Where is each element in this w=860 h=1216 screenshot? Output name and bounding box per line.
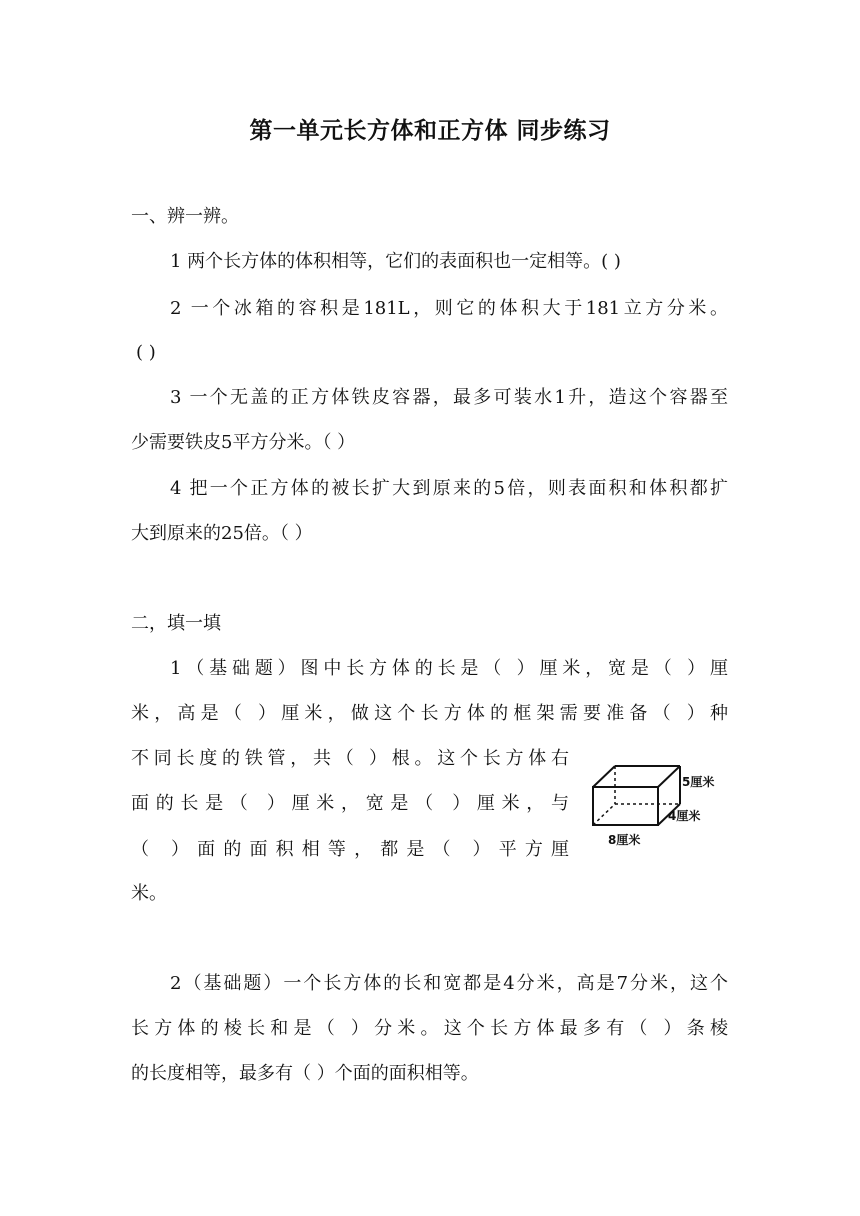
question-1-4-cont: 大到原来的25倍。（ ） <box>131 523 313 544</box>
question-2-1-line-4: 面的长是（ ）厘米，宽是（ ）厘米，与 <box>131 793 569 814</box>
question-2-1-line-5: （ ）面的面积相等，都是（ ）平方厘 <box>131 839 569 860</box>
question-1-3: 3 一个无盖的正方体铁皮容器，最多可装水1升，造这个容器至 <box>170 387 728 408</box>
cuboid-figure <box>586 760 736 856</box>
question-1-2: 2 一个冰箱的容积是181L，则它的体积大于181立方分米。 <box>170 298 728 319</box>
question-2-1-line-3: 不同长度的铁管，共（ ）根。这个长方体右 <box>131 748 569 769</box>
question-2-2-line-3: 的长度相等，最多有（ ）个面的面积相等。 <box>131 1063 479 1084</box>
width-label: 4厘米 <box>668 809 701 823</box>
question-2-2-line-2: 长方体的棱长和是（ ）分米。这个长方体最多有（ ）条棱 <box>131 1018 728 1039</box>
section-2-heading: 二，填一填 <box>131 613 221 634</box>
length-label: 8厘米 <box>608 833 641 847</box>
cuboid-diagram <box>586 760 736 856</box>
question-2-1-line-6: 米。 <box>131 883 167 904</box>
section-1-heading: 一、辨一辨。 <box>131 206 239 227</box>
question-2-2-line-1: 2（基础题）一个长方体的长和宽都是4分米，高是7分米，这个 <box>170 973 728 994</box>
question-1-4: 4 把一个正方体的被长扩大到原来的5倍，则表面积和体积都扩 <box>170 478 728 499</box>
question-1-3-cont: 少需要铁皮5平方分米。（ ） <box>131 432 356 453</box>
question-1-1: 1 两个长方体的体积相等，它们的表面积也一定相等。( ) <box>170 251 621 272</box>
question-1-2-blank: ( ) <box>136 342 156 363</box>
question-2-1-line-2: 米，高是（ ）厘米，做这个长方体的框架需要准备（ ）种 <box>131 703 728 724</box>
question-2-1-line-1: 1（基础题）图中长方体的长是（ ）厘米，宽是（ ）厘 <box>170 658 728 679</box>
page-title: 第一单元长方体和正方体 同步练习 <box>249 118 611 144</box>
height-label: 5厘米 <box>682 775 715 789</box>
